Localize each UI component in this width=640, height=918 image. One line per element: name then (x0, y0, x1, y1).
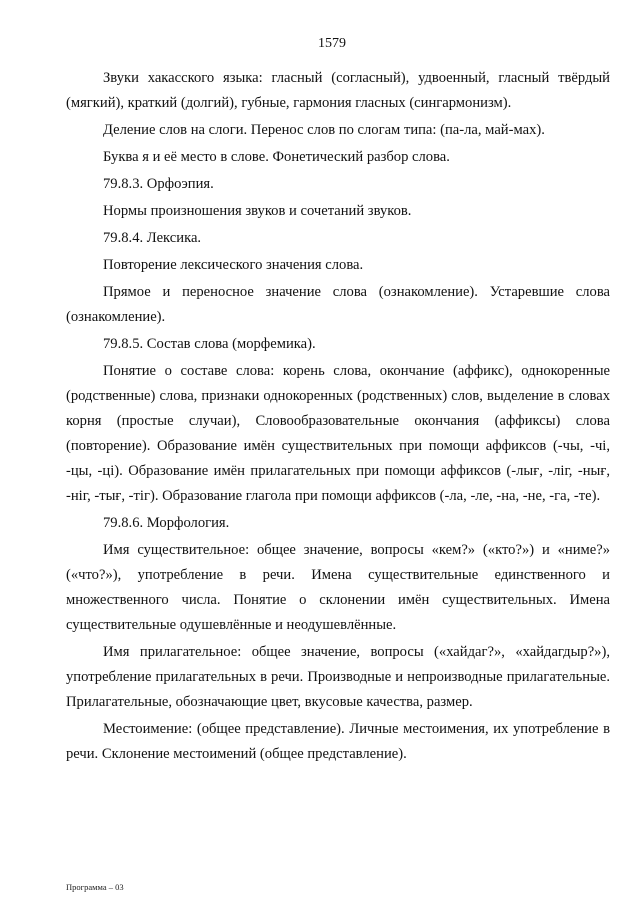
section-heading-lexicon: 79.8.4. Лексика. (103, 230, 202, 246)
document-body (66, 66, 610, 767)
paragraph-pronunciation-norms: Нормы произношения звуков и сочетаний звуков. (103, 203, 412, 219)
paragraph-direct-figurative: Прямое и переносное значение слова (ознакомление). Устаревшие слова (ознакомление). (66, 284, 610, 325)
footer-program-label: Программа – 03 (66, 882, 124, 892)
page-number: 1579 (318, 36, 346, 51)
paragraph-adjective: Имя прилагательное: общее значение, вопросы («хайдаг?», «хайдагдыр?»), употребление прилагательных в речи. Производные и непроизводные прилагательные. Прилагательные, обозначающие цвет, вкусовые качества, размер. (66, 644, 610, 710)
paragraph-lexical-meaning: Повторение лексического значения слова. (103, 257, 364, 273)
section-heading-morphemics: 79.8.5. Состав слова (морфемика). (103, 336, 316, 352)
paragraph-syllables: Деление слов на слоги. Перенос слов по слогам типа: (па-ла, май-мах). (103, 122, 545, 138)
section-heading-morphology: 79.8.6. Морфология. (103, 515, 230, 531)
section-heading-orthoepy: 79.8.3. Орфоэпия. (103, 176, 214, 192)
paragraph-pronoun: Местоимение: (общее представление). Личные местоимения, их употребление в речи. Склонение местоимений (общее представление). (66, 721, 610, 762)
paragraph-noun: Имя существительное: общее значение, вопросы «кем?» («кто?») и «ниме?» («что?»), употребление в речи. Имена существительные единственного и множественного числа. Понятие о склонении имён существительных. Имена существительные одушевлённые и неодушевлённые. (66, 542, 610, 633)
paragraph-letter-ya: Буква я и её место в слове. Фонетический разбор слова. (103, 149, 450, 165)
paragraph-word-composition: Понятие о составе слова: корень слова, окончание (аффикс), однокоренные (родственные) слова, признаки однокоренных (родственных) слов, выделение в словах корня (простые случаи), Словообразовательные окончания (аффиксы) слова (повторение). Образование имён существительных при помощи аффиксов (-чы, -чі, -цы, -ці). Образование имён прилагательных при помощи аффиксов (-лығ, -ліг, -нығ, -ніг, -тығ, -тіг). Образование глагола при помощи аффиксов (-ла, -ле, -на, -не, -га, -те). (66, 363, 610, 504)
paragraph-sounds: Звуки хакасского языка: гласный (согласный), удвоенный, гласный твёрдый (мягкий), краткий (долгий), губные, гармония гласных (сингармонизм). (66, 70, 610, 111)
